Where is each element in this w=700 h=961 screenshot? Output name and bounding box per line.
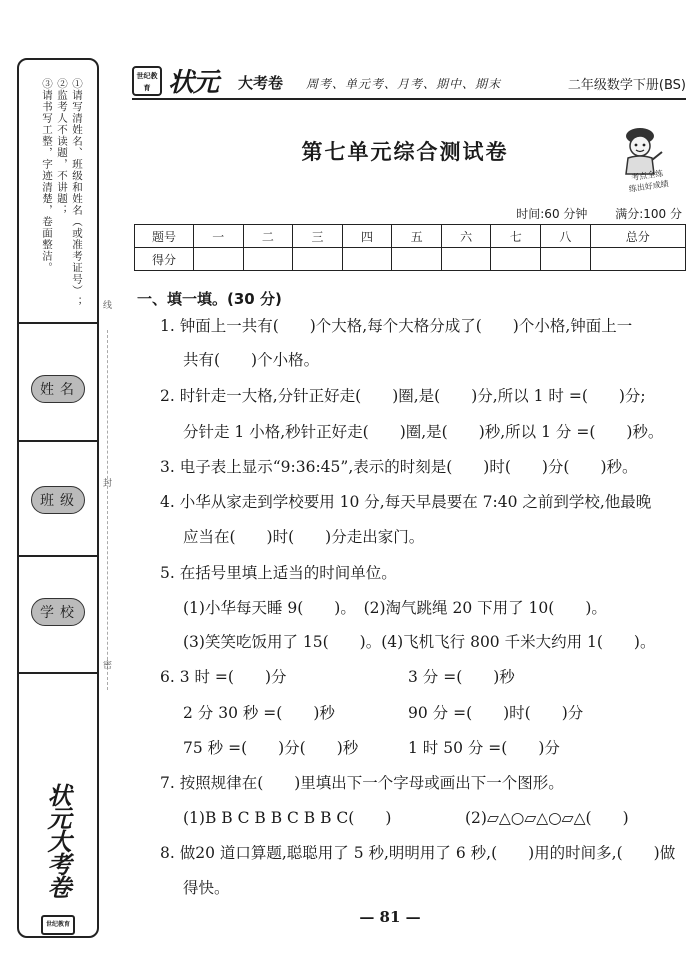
score-cell[interactable]	[541, 248, 591, 271]
table-row	[135, 225, 686, 248]
question-line: (3)笑笑吃饭用了 15( )。(4)飞机飞行 800 千米大约用 1( )。	[183, 633, 656, 651]
score-cell[interactable]	[441, 248, 491, 271]
question-line: 90 分 =( )时( )分	[408, 704, 584, 722]
exam-meta	[492, 205, 682, 222]
question-line: (1)B B C B B C B B C( )	[183, 809, 392, 827]
notice-line-2: ②监考人不读题，不讲题；	[56, 78, 68, 216]
question-line: 2 分 30 秒 =( )秒	[183, 704, 335, 722]
full-score: 满分:100 分	[615, 207, 682, 221]
score-table	[134, 224, 686, 271]
question-line: 8. 做20 道口算题,聪聪用了 5 秒,明明用了 6 秒,( )用的时间多,( )做	[160, 844, 676, 862]
cut-mark: 密	[101, 660, 111, 669]
table-header: 题号	[135, 225, 194, 248]
score-cell[interactable]	[342, 248, 392, 271]
score-cell[interactable]	[194, 248, 244, 271]
question-line: 3 分 =( )秒	[408, 668, 515, 686]
notice-line-1: ①请写清姓名、班级和姓名（或准考证号）；	[71, 78, 83, 308]
score-cell[interactable]	[491, 248, 541, 271]
table-header: 二	[243, 225, 293, 248]
table-header: 四	[342, 225, 392, 248]
header-tagline: 周考、单元考、月考、期中、期末	[306, 77, 502, 91]
cut-mark: 线	[101, 300, 111, 309]
score-cell[interactable]	[392, 248, 442, 271]
table-row	[135, 248, 686, 271]
score-cell[interactable]	[293, 248, 343, 271]
binding-margin	[17, 58, 99, 938]
question-line: 应当在( )时( )分走出家门。	[183, 528, 425, 546]
table-header: 八	[541, 225, 591, 248]
question-line: 7. 按照规律在( )里填出下一个字母或画出下一个图形。	[160, 774, 564, 792]
page-title: 第七单元综合测试卷	[301, 139, 509, 164]
question-line: 75 秒 =( )分( )秒	[183, 739, 359, 757]
question-line: (1)小华每天睡 9( )。 (2)淘气跳绳 20 下用了 10( )。	[183, 599, 607, 617]
section-title: 一、填一填。(30 分)	[137, 290, 282, 308]
page-header	[132, 64, 686, 98]
header-rule	[132, 98, 686, 100]
notice-line-3: ③请书写工整，字迹清楚，卷面整洁。	[41, 78, 53, 274]
sidebar-logo: 状元大考卷	[43, 782, 72, 898]
sidebar-logo-icon: 世纪教育	[41, 915, 75, 935]
question-line: 共有( )个小格。	[183, 351, 320, 369]
page-number: — 81 —	[359, 908, 421, 926]
score-cell[interactable]	[243, 248, 293, 271]
row-label: 得分	[135, 248, 194, 271]
divider	[19, 322, 97, 324]
question-line: (2)▱△○▱△○▱△( )	[465, 809, 629, 827]
table-header: 六	[441, 225, 491, 248]
exam-notice	[19, 60, 97, 322]
question-line: 3. 电子表上显示“9:36:45”,表示的时刻是( )时( )分( )秒。	[160, 458, 638, 476]
table-header: 三	[293, 225, 343, 248]
divider	[19, 672, 97, 674]
caption-line: 练出好成绩	[628, 179, 670, 194]
grade-label: 二年级数学下册(BS)	[567, 78, 686, 93]
table-header: 一	[194, 225, 244, 248]
question-line: 2. 时针走一大格,分针正好走( )圈,是( )分,所以 1 时 =( )分;	[160, 387, 646, 405]
question-line: 6. 3 时 =( )分	[160, 668, 287, 686]
table-header: 七	[491, 225, 541, 248]
class-field[interactable]: 班级	[31, 486, 85, 514]
question-line: 1 时 50 分 =( )分	[408, 739, 560, 757]
caption-line: 考点全练	[630, 168, 664, 183]
brand-sub: 大考卷	[238, 74, 284, 92]
brand-name: 状元	[168, 68, 219, 98]
question-line: 4. 小华从家走到学校要用 10 分,每天早晨要在 7:40 之前到学校,他最晚	[160, 493, 652, 511]
divider	[19, 555, 97, 557]
table-header: 五	[392, 225, 442, 248]
question-line: 5. 在括号里填上适当的时间单位。	[160, 564, 397, 582]
school-field[interactable]: 学校	[31, 598, 85, 626]
cut-mark: 封	[101, 478, 111, 487]
cut-line	[107, 330, 108, 690]
table-header: 总分	[590, 225, 685, 248]
question-line: 得快。	[183, 879, 230, 897]
divider	[19, 440, 97, 442]
time-limit: 时间:60 分钟	[516, 207, 588, 221]
question-line: 分针走 1 小格,秒针正好走( )圈,是( )秒,所以 1 分 =( )秒。	[183, 423, 664, 441]
brand-logo-icon: 世纪教育	[132, 66, 162, 96]
score-cell[interactable]	[590, 248, 685, 271]
question-line: 1. 钟面上一共有( )个大格,每个大格分成了( )个小格,钟面上一	[160, 317, 633, 335]
name-field[interactable]: 姓名	[31, 375, 85, 403]
